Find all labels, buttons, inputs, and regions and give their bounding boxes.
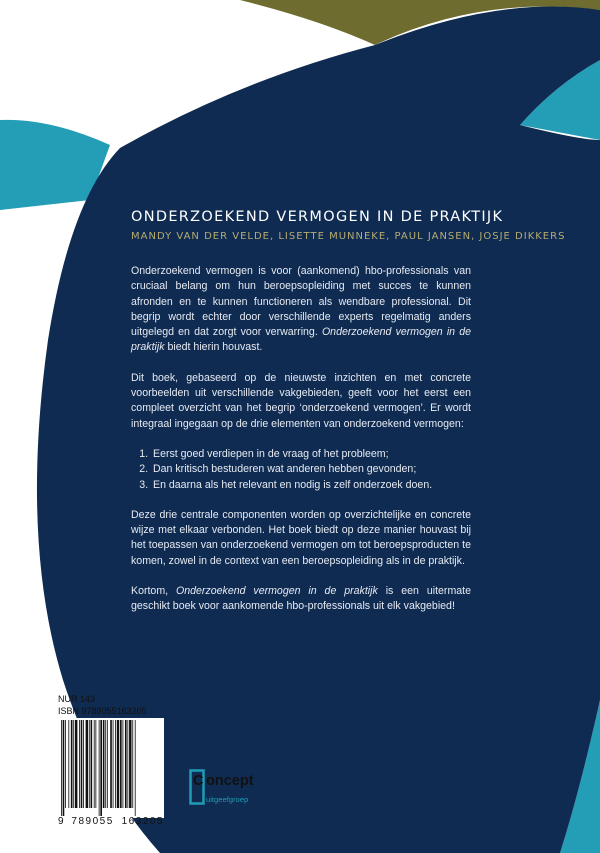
- barcode-bar: [103, 720, 105, 808]
- barcode-bar: [68, 720, 69, 808]
- publisher-name: [193, 773, 254, 789]
- barcode-bar: [75, 720, 77, 808]
- blurb-p4-italic-title: Onderzoekend vermogen in de praktijk: [176, 585, 378, 598]
- blurb-p4-end: is een uitermate geschikt boek voor aankomende hbo-professionals uit elk vakgebied!: [131, 585, 471, 613]
- barcode-bar: [81, 720, 83, 808]
- barcode-bar: [107, 720, 108, 808]
- barcode-bar: [123, 720, 124, 808]
- blurb-paragraph-4: [131, 584, 471, 615]
- barcode-bars: [58, 718, 164, 818]
- blurb: [131, 264, 471, 630]
- barcode-bar: [113, 720, 114, 808]
- barcode-digit-first: 9: [58, 816, 64, 827]
- book-title: ONDERZOEKEND VERMOGEN IN DE PRAKTIJK: [131, 209, 504, 225]
- barcode-digit-group-2: 163205: [121, 816, 164, 827]
- isbn-code: ISBN 9789055163205: [58, 705, 147, 716]
- publisher-letter: C: [193, 773, 204, 789]
- nur-code: NUR 143: [58, 694, 96, 704]
- blurb-paragraph-3: Deze drie centrale componenten worden op overzichtelijke en concrete wijze met elkaar verbonden. Het boek biedt op deze manier houvast bij het toepassen van onderzoekend vermogen om tot beroepsproducten te komen, zowel in de context van een beroepsopleiding als in de praktijk.: [131, 508, 471, 567]
- list-item: 3. En daarna als het relevant en nodig is zelf onderzoek doen.: [151, 478, 471, 493]
- barcode: [58, 718, 164, 832]
- barcode-bar: [83, 720, 84, 808]
- blurb-p1-text: Onderzoekend vermogen is voor (aankomend) hbo-professionals van cruciaal belang om hun beroepsopleiding met succes te kunnen afronden en te kunnen functioneren als wendbare professional. Dit begrip wordt echter door verschillende experts regelmatig anders uitgelegd en dat zorgt voor verwarring.: [131, 265, 471, 339]
- blurb-paragraph-1: [131, 264, 471, 356]
- barcode-bar: [127, 720, 128, 808]
- barcode-bar: [99, 720, 100, 816]
- list-item: 2. Dan kritisch bestuderen wat anderen hebben gevonden;: [151, 462, 471, 477]
- barcode-bar: [71, 720, 73, 808]
- barcode-bar: [117, 720, 119, 808]
- barcode-bar: [89, 720, 90, 808]
- book-authors: MANDY VAN DER VELDE, LISETTE MUNNEKE, PAUL JANSEN, JOSJE DIKKERS: [131, 231, 566, 242]
- element-list: [131, 447, 471, 493]
- barcode-bar: [95, 720, 96, 808]
- list-item: 1. Eerst goed verdiepen in de vraag of het probleem;: [151, 447, 471, 462]
- barcode-digits: [58, 816, 164, 827]
- barcode-bar: [132, 720, 133, 808]
- barcode-bar: [61, 720, 62, 816]
- barcode-bar: [63, 720, 65, 816]
- blurb-p1-italic-title: Onderzoekend vermogen in de praktijk: [131, 326, 471, 354]
- barcode-bar: [73, 720, 74, 808]
- barcode-bar: [65, 720, 66, 808]
- barcode-bar: [120, 720, 122, 808]
- blurb-p1-end: biedt hierin houvast.: [167, 341, 263, 354]
- book-meta: [58, 694, 147, 717]
- barcode-bar: [105, 720, 106, 808]
- barcode-bar: [135, 720, 136, 816]
- publisher-subtitle: uitgeefgroep: [206, 795, 249, 804]
- barcode-bar: [100, 720, 102, 816]
- barcode-bar: [91, 720, 93, 808]
- barcode-bar: [115, 720, 116, 808]
- blurb-p4-start: Kortom,: [131, 585, 169, 598]
- barcode-digit-group-1: 789055: [71, 816, 114, 827]
- barcode-bar: [86, 720, 88, 808]
- barcode-bar: [129, 720, 131, 808]
- blurb-paragraph-2: Dit boek, gebaseerd op de nieuwste inzichten en met concrete voorbeelden uit verschillende vakgebieden, geeft voor het eerst een compleet overzicht van het begrip ‘onderzoekend vermogen’. Er wordt integraal ingegaan op de drie elementen van onderzoekend vermogen:: [131, 371, 471, 430]
- barcode-bar: [125, 720, 127, 808]
- barcode-bar: [94, 720, 95, 808]
- barcode-bar: [110, 720, 112, 808]
- publisher-logo: [189, 769, 269, 813]
- barcode-bar: [79, 720, 80, 808]
- publisher-word: oncept: [206, 773, 254, 789]
